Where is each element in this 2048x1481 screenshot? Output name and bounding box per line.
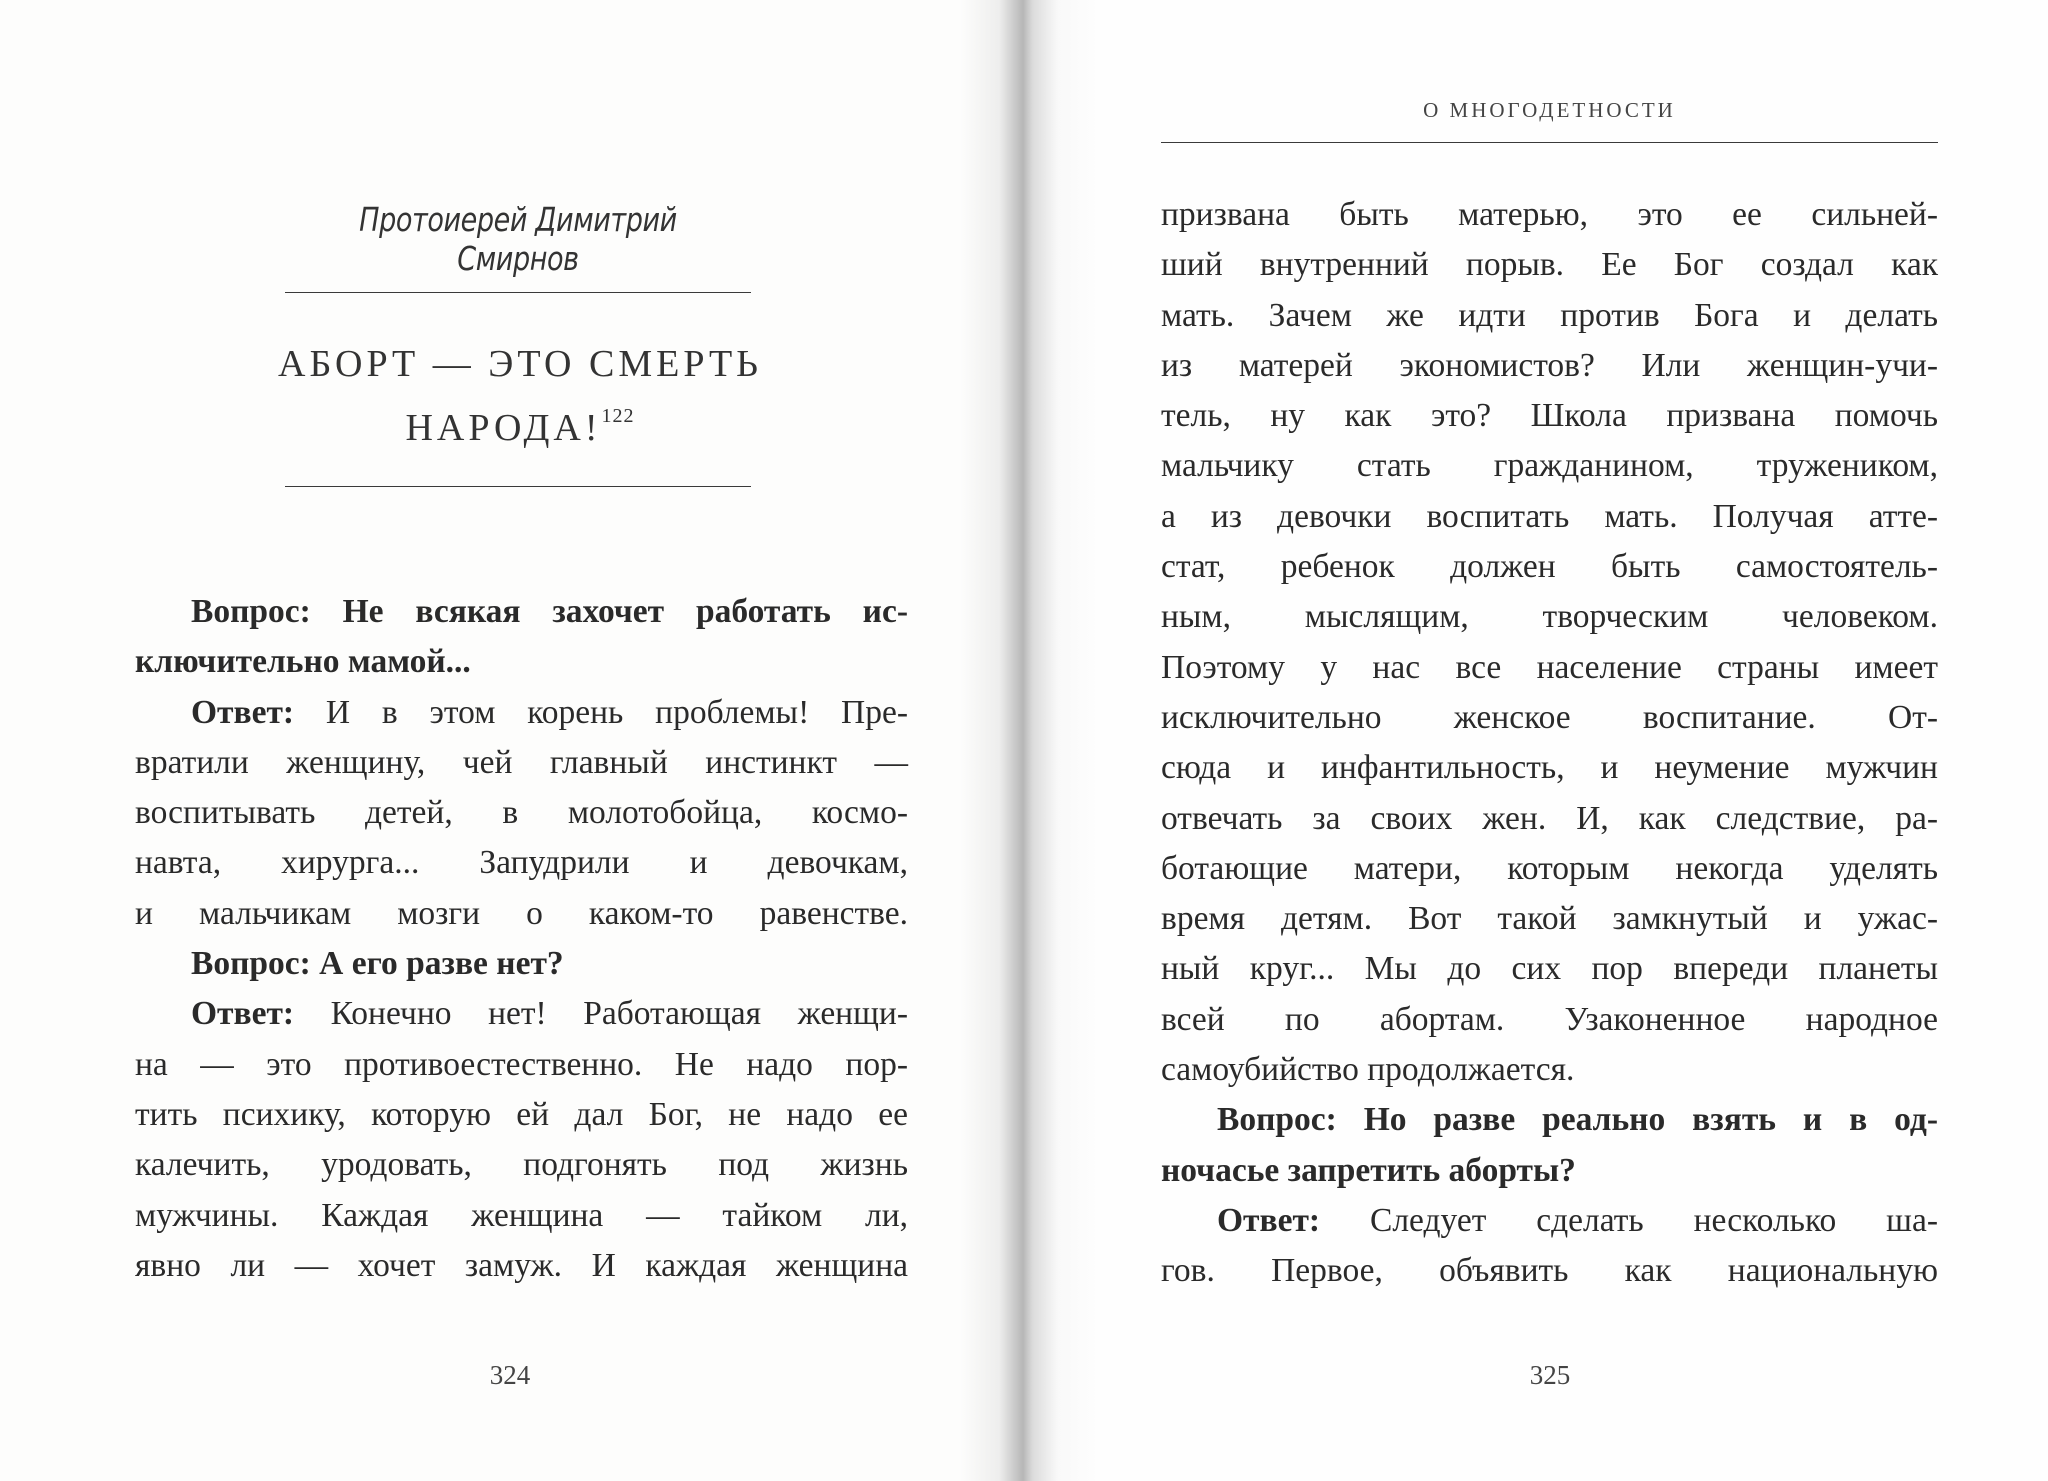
chapter-title-line-1: АБОРТ — ЭТО СМЕРТЬ xyxy=(278,343,762,385)
text-line: Ответ: И в этом корень проблемы! Пре- xyxy=(191,693,908,731)
text-line: ный круг... Мы до сих пор впереди планеты xyxy=(1161,950,1938,988)
title-rule-bottom xyxy=(285,486,751,487)
text-line: ший внутренний порыв. Ее Бог создал как xyxy=(1161,246,1938,284)
text-line: тель, ну как это? Школа призвана помочь xyxy=(1161,397,1938,435)
text-line: гов. Первое, объявить как национальную xyxy=(1161,1252,1938,1290)
text-line: вратили женщину, чей главный инстинкт — xyxy=(135,743,908,781)
text-line: и мальчикам мозги о каком-то равенстве. xyxy=(135,894,908,932)
text-line: стат, ребенок должен быть самостоятель- xyxy=(1161,548,1938,586)
text-line: Вопрос: Не всякая захочет работать ис- xyxy=(191,593,908,630)
text-line: всей по абортам. Узаконенное народное xyxy=(1161,1000,1938,1038)
text-line: ным, мыслящим, творческим человеком. xyxy=(1161,598,1938,636)
text-line: Поэтому у нас все население страны имеет xyxy=(1161,648,1938,686)
text-line: мать. Зачем же идти против Бога и делать xyxy=(1161,296,1938,334)
text-line: мужчины. Каждая женщина — тайком ли, xyxy=(135,1196,908,1234)
text-line: призвана быть матерью, это ее сильней- xyxy=(1161,196,1938,233)
text-line: отвечать за своих жен. И, как следствие, ра- xyxy=(1161,799,1938,837)
text-line: навта, хирурга... Запудрили и девочкам, xyxy=(135,844,908,882)
text-line: Ответ: Конечно нет! Работающая женщи- xyxy=(191,995,908,1033)
running-head-rule xyxy=(1161,142,1938,143)
right-page-body xyxy=(1161,190,1938,1297)
text-line: на — это противоестественно. Не надо пор- xyxy=(135,1045,908,1083)
text-line: а из девочки воспитать мать. Получая атте- xyxy=(1161,497,1938,535)
text-line: тить психику, которую ей дал Бог, не надо ее xyxy=(135,1095,908,1133)
text-line: из матерей экономистов? Или женщин-учи- xyxy=(1161,346,1938,384)
left-page-body xyxy=(135,587,908,1291)
title-rule-top xyxy=(285,292,751,293)
text-line: Вопрос: Но разве реально взять и в од- xyxy=(1217,1101,1938,1139)
text-line: воспитывать детей, в молотобойца, космо- xyxy=(135,794,908,832)
text-line: сюда и инфантильность, и неумение мужчин xyxy=(1161,749,1938,787)
text-line: время детям. Вот такой замкнутый и ужас- xyxy=(1161,900,1938,938)
running-head: О МНОГОДЕТНОСТИ xyxy=(1423,98,1676,122)
text-line: ключительно мамой... xyxy=(135,643,471,681)
page-number-left: 324 xyxy=(489,1360,531,1390)
text-line: Ответ: Следует сделать несколько ша- xyxy=(1217,1201,1938,1239)
author-name: Протоиерей Димитрий Смирнов xyxy=(359,200,677,278)
chapter-title-line-2-text: НАРОДА! xyxy=(405,407,602,449)
text-line: исключительно женское воспитание. От- xyxy=(1161,698,1938,736)
text-line: Вопрос: А его разве нет? xyxy=(191,945,564,983)
text-line: самоубийство продолжается. xyxy=(1161,1051,1575,1089)
text-line: явно ли — хочет замуж. И каждая женщина xyxy=(135,1246,908,1284)
footnote-reference: 122 xyxy=(601,405,635,427)
chapter-title xyxy=(260,338,780,454)
page-number-right: 325 xyxy=(1529,1360,1571,1390)
text-line: ночасье запретить аборты? xyxy=(1161,1151,1576,1189)
text-line: мальчику стать гражданином, тружеником, xyxy=(1161,447,1938,485)
text-line: калечить, уродовать, подгонять под жизнь xyxy=(135,1146,908,1184)
text-line: ботающие матери, которым некогда уделять xyxy=(1161,849,1938,887)
chapter-title-line-2 xyxy=(260,390,780,454)
